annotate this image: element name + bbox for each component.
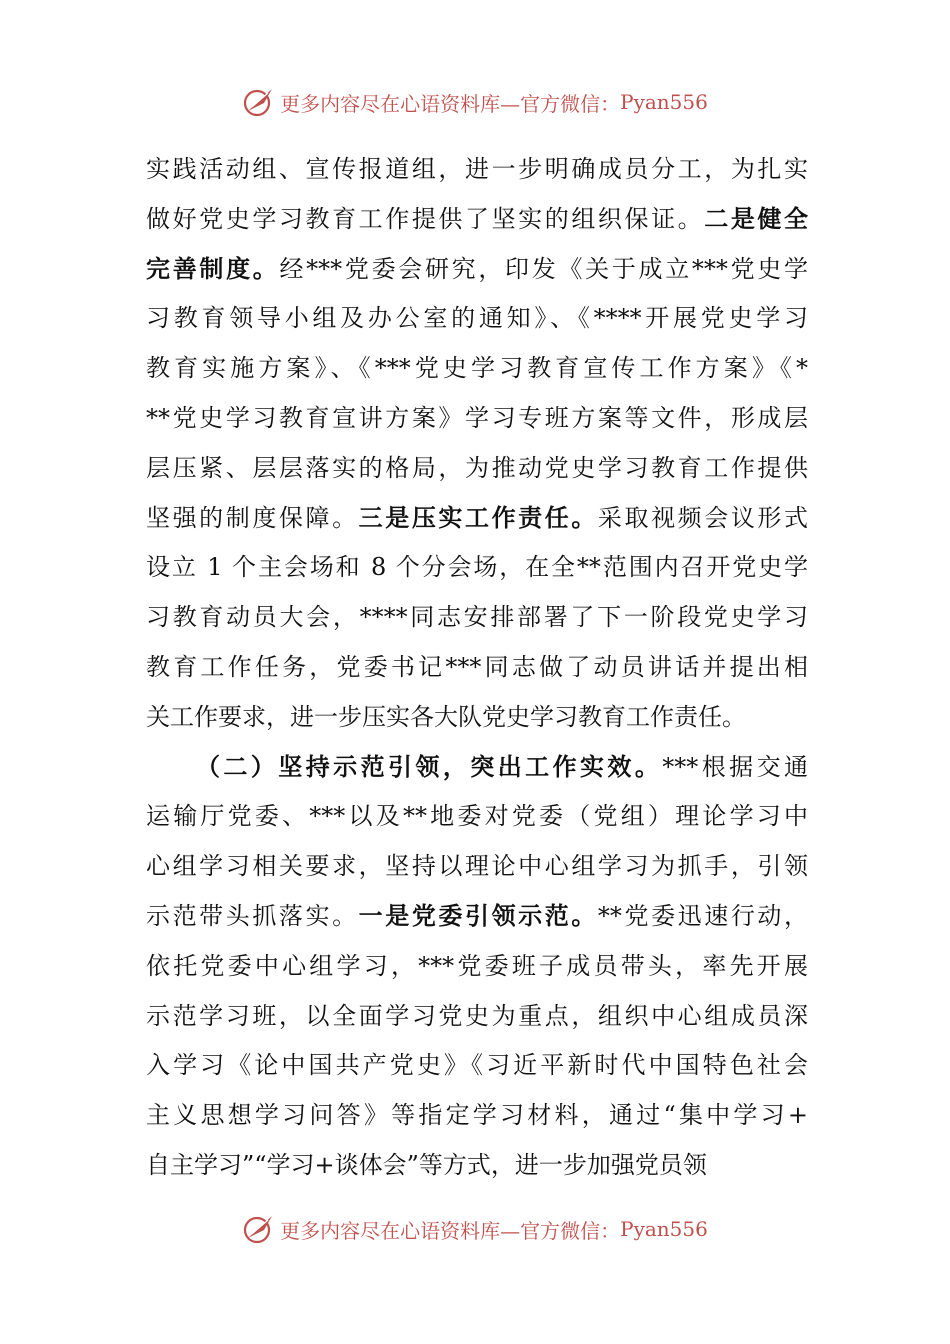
text-span: 示范带头抓落实。 [146,901,359,930]
text-span: 设立 1 个主会场和 8 个分会场，在全**范围内召开党史学 [146,553,808,582]
text-line [146,842,808,892]
text-span: 采取视频会议形式 [597,503,808,532]
text-line [146,693,808,743]
text-span: 坚强的制度保障。 [146,503,359,532]
text-line [146,444,808,494]
text-span: 实践活动组、宣传报道组，进一步明确成员分工，为扎实 [146,155,808,183]
text-span: 层压紧、层层落实的格局，为推动党史学习教育工作提供 [146,453,808,482]
text-line [146,344,808,394]
text-line [146,195,808,245]
text-span: 习教育领导小组及办公室的通知》、《****开展党史学习 [146,304,808,333]
text-line [146,892,808,942]
text-line [146,1141,808,1191]
text-span: 入学习《论中国共产党史》《习近平新时代中国特色社会 [146,1051,808,1080]
text-line [146,643,808,693]
text-span: 做好党史学习教育工作提供了坚实的组织保证。 [146,204,705,233]
text-line [146,1091,808,1141]
quill-logo-icon [242,1212,276,1246]
text-line [146,792,808,842]
banner-wechat-id: Pyan556 [620,90,708,114]
bold-text-span: 完善制度。 [146,254,280,283]
text-span: 教育工作任务，党委书记***同志做了动员讲话并提出相 [146,652,808,681]
text-span: ***根据交通 [662,752,808,781]
text-line [146,1041,808,1091]
text-line [146,593,808,643]
text-line [146,294,808,344]
bold-text-span: 一是党委引领示范。 [358,901,598,930]
footer-watermark-banner [0,1209,950,1249]
text-line [146,145,808,195]
text-span: 依托党委中心组学习，***党委班子成员带头，率先开展 [146,951,808,980]
quill-logo-icon [242,85,276,119]
header-watermark-banner [0,82,950,122]
text-line [146,245,808,295]
text-span: 示范学习班，以全面学习党史为重点，组织中心组成员深 [146,1001,808,1030]
text-line [146,543,808,593]
text-line [146,743,808,793]
banner-wechat-id: Pyan556 [620,1217,708,1241]
banner-text: 更多内容尽在心语资料库—官方微信： [280,1218,621,1243]
text-span: 经***党委会研究，印发《关于成立***党史学 [279,254,808,283]
bold-text-span: 二是健全 [704,204,808,233]
bold-text-span: （二）坚持示范引领，突出工作实效。 [196,752,663,781]
text-span: 运输厅党委、***以及**地委对党委（党组）理论学习中 [146,802,808,831]
text-span: **党史学习教育宣讲方案》学习专班方案等文件，形成层 [146,403,808,432]
text-line [146,942,808,992]
text-line [146,992,808,1042]
text-span: 教育实施方案》、《***党史学习教育宣传工作方案》《* [146,354,808,383]
bold-text-span: 三是压实工作责任。 [358,503,598,532]
text-line [146,394,808,444]
text-line [146,494,808,544]
text-span: 关工作要求，进一步压实各大队党史学习教育工作责任。 [146,702,746,731]
text-span: **党委迅速行动， [597,901,808,930]
text-span: 心组学习相关要求，坚持以理论中心组学习为抓手，引领 [146,852,808,881]
text-span: 习教育动员大会，****同志安排部署了下一阶段党史学习 [146,603,808,632]
text-span: 自主学习”“学习+谈体会”等方式，进一步加强党员领 [146,1150,707,1179]
banner-text: 更多内容尽在心语资料库—官方微信： [280,91,621,116]
document-body [146,145,808,1191]
text-span: 主义思想学习问答》等指定学习材料，通过“集中学习+ [146,1101,808,1130]
